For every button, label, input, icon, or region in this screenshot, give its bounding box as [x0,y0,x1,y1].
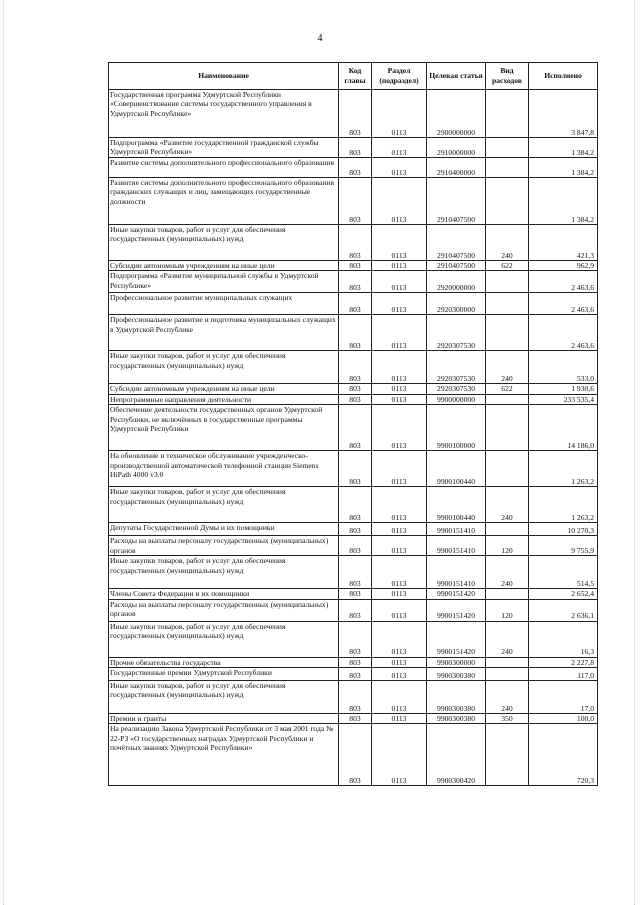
table-row [109,556,598,589]
page-number: 4 [317,33,323,44]
header-razdel: Раздел (подраздел) [372,63,427,90]
cell-target: 2910407500 [427,178,486,225]
cell-target: 9900300380 [427,668,486,681]
cell-razdel: 0113 [372,536,427,556]
cell-kod: 803 [339,261,372,271]
cell-target: 9900100440 [427,451,486,487]
cell-value: 117,0 [529,668,598,681]
cell-vid [486,138,529,158]
table-row [109,714,598,724]
cell-value: 1 263,2 [529,451,598,487]
cell-target: 2920307530 [427,315,486,351]
cell-value: 2 463,6 [529,271,598,293]
cell-name: Расходы на выплаты персоналу государственных (муниципальных) органов [109,599,339,621]
cell-razdel: 0113 [372,293,427,315]
table-row [109,394,598,404]
header-name: Наименование [109,63,339,90]
cell-name: Профессиональное развитие и подготовка муниципальных служащих в Удмуртской Республике [109,315,339,351]
cell-value: 16,3 [529,621,598,657]
cell-vid [486,657,529,667]
cell-razdel: 0113 [372,681,427,714]
cell-razdel: 0113 [372,487,427,523]
header-target: Целевая статья [427,63,486,90]
cell-name: Расходы на выплаты персоналу государственных (муниципальных) органов [109,536,339,556]
left-scan-edge [3,0,5,905]
cell-target: 9900100440 [427,487,486,523]
cell-razdel: 0113 [372,668,427,681]
cell-kod: 803 [339,138,372,158]
cell-value: 9 755,9 [529,536,598,556]
table-row [109,621,598,657]
cell-target: 9900151410 [427,523,486,536]
cell-vid: 120 [486,599,529,621]
cell-vid [486,724,529,786]
table-row [109,293,598,315]
cell-target: 9900300000 [427,657,486,667]
cell-vid [486,394,529,404]
cell-vid [486,293,529,315]
cell-kod: 803 [339,405,372,451]
header-done: Исполнено [529,63,598,90]
cell-value: 421,3 [529,225,598,261]
expenditure-table [108,62,598,786]
cell-kod: 803 [339,621,372,657]
cell-target: 2920307530 [427,351,486,384]
cell-target: 9900151420 [427,599,486,621]
cell-vid [486,271,529,293]
cell-name: Иные закупки товаров, работ и услуг для обеспечения государственных (муниципальных) нужд [109,225,339,261]
table-row [109,90,598,138]
cell-kod: 803 [339,158,372,178]
table-row [109,523,598,536]
cell-value: 1 263,2 [529,487,598,523]
cell-kod: 803 [339,271,372,293]
cell-value: 2 463,6 [529,293,598,315]
cell-vid [486,523,529,536]
cell-vid: 350 [486,714,529,724]
cell-name: Иные закупки товаров, работ и услуг для обеспечения государственных (муниципальных) нужд [109,621,339,657]
cell-name: Иные закупки товаров, работ и услуг для обеспечения государственных (муниципальных) нужд [109,487,339,523]
cell-kod: 803 [339,536,372,556]
cell-kod: 803 [339,384,372,394]
cell-name: Государственная программа Удмуртской Республики «Совершенствование системы государственного управления в Удмуртской Республике» [109,90,339,138]
cell-kod: 803 [339,351,372,384]
cell-vid: 240 [486,487,529,523]
table-row [109,138,598,158]
cell-razdel: 0113 [372,724,427,786]
cell-target: 9900151410 [427,556,486,589]
table-row [109,271,598,293]
table-row [109,351,598,384]
cell-kod: 803 [339,681,372,714]
cell-value: 10 270,3 [529,523,598,536]
cell-vid [486,451,529,487]
cell-kod: 803 [339,315,372,351]
table-row [109,405,598,451]
cell-name: Субсидии автономным учреждениям на иные цели [109,384,339,394]
cell-target: 2920307530 [427,384,486,394]
cell-vid: 240 [486,556,529,589]
cell-razdel: 0113 [372,90,427,138]
table-row [109,384,598,394]
cell-razdel: 0113 [372,523,427,536]
cell-target: 2910000000 [427,138,486,158]
cell-name: Депутаты Государственной Думы и их помощники [109,523,339,536]
table-row [109,158,598,178]
table-row [109,487,598,523]
table-row [109,681,598,714]
cell-target: 9900100000 [427,405,486,451]
table-row [109,261,598,271]
cell-value: 962,9 [529,261,598,271]
cell-value: 3 847,8 [529,90,598,138]
cell-target: 2900000000 [427,90,486,138]
cell-vid [486,315,529,351]
cell-razdel: 0113 [372,138,427,158]
cell-name: Субсидии автономным учреждениям на иные цели [109,261,339,271]
cell-name: На реализацию Закона Удмуртской Республики от 3 мая 2001 года № 22-РЗ «О государственных наградах Удмуртской Республики и почётных званиях Удмуртской Республики» [109,724,339,786]
cell-value: 17,0 [529,681,598,714]
cell-kod: 803 [339,394,372,404]
table-row [109,599,598,621]
cell-value: 1 384,2 [529,158,598,178]
cell-vid: 240 [486,225,529,261]
cell-value: 533,0 [529,351,598,384]
cell-razdel: 0113 [372,315,427,351]
cell-name: Иные закупки товаров, работ и услуг для обеспечения государственных (муниципальных) нужд [109,681,339,714]
cell-kod: 803 [339,714,372,724]
cell-target: 2910407500 [427,225,486,261]
cell-kod: 803 [339,225,372,261]
cell-vid [486,589,529,599]
cell-razdel: 0113 [372,271,427,293]
cell-value: 2 227,8 [529,657,598,667]
table-row [109,589,598,599]
cell-vid: 240 [486,681,529,714]
cell-value: 1 384,2 [529,178,598,225]
cell-value: 514,5 [529,556,598,589]
cell-kod: 803 [339,589,372,599]
cell-razdel: 0113 [372,394,427,404]
cell-name: Обеспечение деятельности государственных органов Удмуртской Республики, не включённых в государственные программы Удмуртской Республики [109,405,339,451]
cell-target: 9900151420 [427,589,486,599]
cell-vid: 240 [486,621,529,657]
cell-vid: 622 [486,384,529,394]
cell-name: Непрограммные направления деятельности [109,394,339,404]
cell-razdel: 0113 [372,599,427,621]
cell-razdel: 0113 [372,178,427,225]
cell-value: 2 463,6 [529,315,598,351]
cell-kod: 803 [339,487,372,523]
cell-name: Премии и гранты [109,714,339,724]
cell-value: 233 535,4 [529,394,598,404]
cell-kod: 803 [339,657,372,667]
table-row [109,225,598,261]
cell-name: Развитие системы дополнительного профессионального образования [109,158,339,178]
cell-name: На обновление и техническое обслуживание учрежденческо-производственной автоматической телефонной станции Siemens HiPath 4000 v3.0 [109,451,339,487]
cell-target: 2920300000 [427,293,486,315]
cell-kod: 803 [339,556,372,589]
table-row [109,315,598,351]
table-row [109,724,598,786]
cell-vid: 120 [486,536,529,556]
cell-target: 9900000000 [427,394,486,404]
cell-kod: 803 [339,178,372,225]
cell-razdel: 0113 [372,714,427,724]
cell-target: 9900300420 [427,724,486,786]
cell-target: 2910400000 [427,158,486,178]
cell-razdel: 0113 [372,621,427,657]
table-row [109,657,598,667]
cell-target: 9900151420 [427,621,486,657]
table-row [109,178,598,225]
cell-target: 9900300380 [427,681,486,714]
cell-value: 720,3 [529,724,598,786]
cell-name: Прочие обязательства государства [109,657,339,667]
cell-vid [486,668,529,681]
cell-name: Подпрограмма «Развитие государственной гражданской службы Удмуртской Республики» [109,138,339,158]
table-header-row [109,63,598,90]
cell-razdel: 0113 [372,405,427,451]
cell-razdel: 0113 [372,158,427,178]
cell-vid [486,158,529,178]
cell-vid [486,178,529,225]
cell-target: 2910407500 [427,261,486,271]
header-kod: Код главы [339,63,372,90]
cell-name: Иные закупки товаров, работ и услуг для обеспечения государственных (муниципальных) нужд [109,556,339,589]
cell-name: Подпрограмма «Развитие муниципальной службы в Удмуртской Республике» [109,271,339,293]
cell-vid: 622 [486,261,529,271]
right-scan-edge [634,0,636,905]
cell-razdel: 0113 [372,451,427,487]
cell-value: 1 930,6 [529,384,598,394]
cell-value: 2 652,4 [529,589,598,599]
cell-vid [486,405,529,451]
cell-name: Иные закупки товаров, работ и услуг для обеспечения государственных (муниципальных) нужд [109,351,339,384]
cell-value: 1 384,2 [529,138,598,158]
table-row [109,668,598,681]
cell-razdel: 0113 [372,657,427,667]
cell-name: Члены Совета Федерации и их помощники [109,589,339,599]
cell-target: 2920000000 [427,271,486,293]
cell-target: 9900151410 [427,536,486,556]
cell-kod: 803 [339,90,372,138]
cell-kod: 803 [339,293,372,315]
cell-value: 2 636,1 [529,599,598,621]
cell-name: Государственные премии Удмуртской Республики [109,668,339,681]
cell-kod: 803 [339,523,372,536]
cell-razdel: 0113 [372,351,427,384]
cell-kod: 803 [339,599,372,621]
cell-name: Профессиональное развитие муниципальных служащих [109,293,339,315]
table-row [109,536,598,556]
cell-vid: 240 [486,351,529,384]
cell-razdel: 0113 [372,384,427,394]
cell-value: 100,0 [529,714,598,724]
cell-name: Развитие системы дополнительного профессионального образования гражданских служащих и лиц, замещающих государственные должности [109,178,339,225]
cell-razdel: 0113 [372,261,427,271]
header-vid: Вид расходов [486,63,529,90]
cell-razdel: 0113 [372,225,427,261]
cell-razdel: 0113 [372,556,427,589]
cell-vid [486,90,529,138]
cell-kod: 803 [339,668,372,681]
table-row [109,451,598,487]
cell-value: 14 186,0 [529,405,598,451]
cell-target: 9900300380 [427,714,486,724]
cell-kod: 803 [339,724,372,786]
cell-razdel: 0113 [372,589,427,599]
cell-kod: 803 [339,451,372,487]
